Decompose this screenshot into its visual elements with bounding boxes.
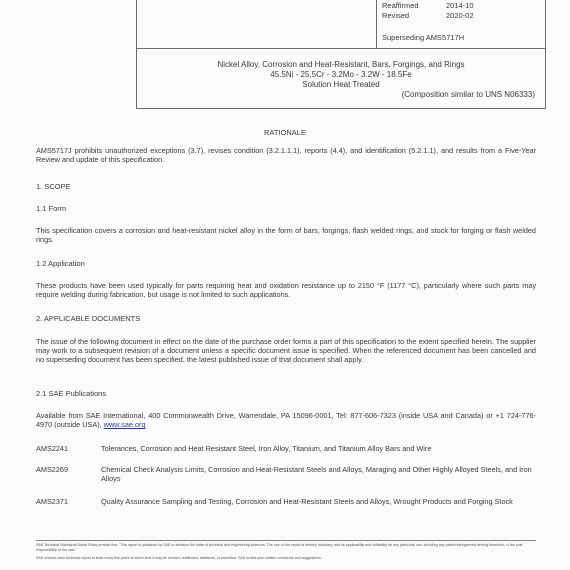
sae-website-link[interactable]: www.sae.org	[103, 420, 146, 430]
revised-label: Revised	[382, 11, 410, 20]
ref-code: AMS2241	[36, 444, 69, 453]
footer-note-2: SAE reviews each technical report at least every five years at which time it may be revised, reaffirmed, stabilized, or cancelled. SAE invites your written comments and suggestions.	[36, 556, 322, 560]
superseding-text: Superseding AMS5717H	[382, 33, 465, 42]
revised-value: 2020-02	[446, 11, 474, 20]
title-line-2: 45.5Ni - 25.5Cr - 3.2Mo - 3.2W - 18.5Fe	[270, 70, 412, 79]
form-text: This specification covers a corrosion and heat-resistant nickel alloy in the form of bars, forgings, flash welded rings, and stock for forging or flash welded rings.	[36, 226, 536, 245]
applicable-documents-heading: 2. APPLICABLE DOCUMENTS	[36, 314, 141, 323]
revision-box	[136, 0, 546, 49]
reaffirmed-row	[382, 1, 474, 10]
sae-address-text: Available from SAE International, 400 Commonwealth Drive, Warrendale, PA 15096-0001, Tel: 877-606-7323 (inside USA and Canada) or +1 724-776-4970 (outside USA),	[36, 411, 536, 430]
ref-text: Quality Assurance Sampling and Testing, Corrosion and Heat-Resistant Steels and Alloys, Wrought Products and Forging Stock	[101, 497, 513, 506]
ref-text: Chemical Check Analysis Limits, Corrosion and Heat-Resistant Steels and Alloys, Maraging and Other Highly Alloyed Steels, and Iron Alloys	[101, 465, 532, 484]
footer-note-1: SAE Technical Standards Board Rules provide that: "This report is published by SAE to advance the state of technical and engineering sciences. The use of this report is entirely voluntary, and its applicability and suitability for any particular use, including any patent infringement arising therefrom, is the sole responsibility of the user."	[36, 543, 523, 552]
revised-row	[382, 11, 474, 20]
rationale-text: AMS5717J prohibits unauthorized exceptions (3.7), revises condition (3.2.1.1.1), reports (4.4), and identification (5.2.1.1), and results from a Five-Year Review and update of this specification.	[36, 146, 536, 165]
rationale-heading: RATIONALE	[264, 128, 306, 137]
sae-publications-heading: 2.1 SAE Publications	[36, 389, 107, 398]
ref-code: AMS2371	[36, 497, 69, 506]
sae-publications-text	[36, 411, 536, 429]
form-heading: 1.1 Form	[36, 204, 67, 213]
ref-text: Tolerances, Corrosion and Heat Resistant Steel, Iron Alloy, Titanium, and Titanium Alloy Bars and Wire	[101, 444, 432, 453]
application-heading: 1.2 Application	[36, 259, 85, 268]
footer-divider	[36, 540, 536, 541]
applicable-documents-text: The issue of the following document in effect on the date of the purchase order forms a part of this specification to the extent specified herein. The supplier may work to a subsequent revision of a document unless a specific document issue is specified. When the referenced document has been cancelled and no superseding document has been specified, the latest published issue of that document shall apply.	[36, 337, 536, 365]
title-line-4: (Composition similar to UNS N06333)	[401, 90, 535, 99]
ref-code: AMS2269	[36, 465, 69, 474]
title-line-3: Solution Heat Treated	[302, 80, 380, 89]
reaffirmed-label: Reaffirmed	[382, 1, 419, 10]
title-line-1: Nickel Alloy, Corrosion and Heat-Resistant, Bars, Forgings, and Rings	[217, 60, 465, 69]
application-text: These products have been used typically for parts requiring heat and oxidation resistance up to 2150 °F (1177 °C), particularly where such parts may require welding during fabrication, but usage is not limited to such applications.	[36, 281, 536, 300]
scope-heading: 1. SCOPE	[36, 182, 71, 191]
title-box	[136, 48, 546, 109]
reaffirmed-value: 2014-10	[446, 1, 474, 10]
revision-divider	[376, 0, 377, 48]
